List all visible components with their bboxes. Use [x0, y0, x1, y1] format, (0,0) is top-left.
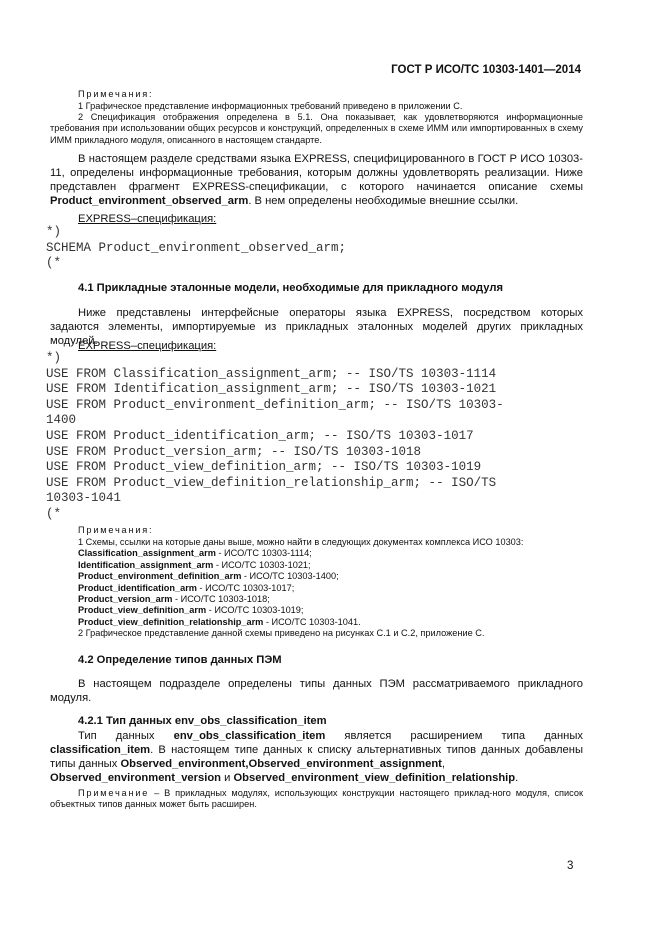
note-1: 1 Графическое представление информационных требований приведено в приложении С. — [78, 101, 463, 111]
reference-line: Product_environment_definition_arm - ИСО/ТС 10303-1400; — [78, 571, 339, 582]
code-line: USE FROM Product_view_definition_arm; -- ISO/TS 10303-1019 — [46, 460, 482, 475]
code-line: SCHEMA Product_environment_observed_arm; — [46, 240, 347, 255]
reference-line: Identification_assignment_arm - ИСО/ТС 10303-1021; — [78, 559, 311, 570]
code-line: USE FROM Product_version_arm; -- ISO/TS 10303-1018 — [46, 444, 422, 459]
document-header: ГОСТ Р ИСО/ТС 10303-1401—2014 — [391, 64, 581, 76]
reference-line: Product_view_definition_arm - ИСО/ТС 10303-1019; — [78, 605, 304, 616]
intro-paragraph: В настоящем разделе средствами языка EXPRESS, специфицированного в ГОСТ Р ИСО 10303-11, определены информационные требования, которым должны удовлетворять реализации. Ниже представлен фрагмент EXPRESS-спецификации, с которого начинается описание схемы Product_environment_observed_arm. В нем определены необходимые внешние ссылки. — [50, 153, 583, 207]
express-label: EXPRESS–спецификация: — [78, 213, 217, 225]
code-line: (* — [46, 256, 62, 271]
code-line: USE FROM Product_identification_arm; -- ISO/TS 10303-1017 — [46, 428, 474, 443]
code-line: USE FROM Product_environment_definition_arm; -- ISO/TS 10303- — [46, 397, 504, 412]
schema-name: Product_environment_observed_arm — [50, 195, 249, 207]
code-line: USE FROM Identification_assignment_arm; -- ISO/TS 10303-1021 — [46, 382, 497, 397]
section-heading-4-1: 4.1 Прикладные эталонные модели, необходимые для прикладного модуля — [78, 282, 503, 294]
note-2: 2 Спецификация отображения определена в 5.1. Она показывает, как удовлетворяются информационные требования при использовании общих ресурсов и конструкций, определенных в схеме ИММ или импортированных в схему ИММ прикладного модуля, описанного в настоящем стандарте. — [50, 112, 583, 145]
section-heading-4-2: 4.2 Определение типов данных ПЭМ — [78, 654, 282, 666]
page-number: 3 — [567, 860, 574, 872]
note-2: 2 Графическое представление данной схемы приведено на рисунках С.1 и С.2, приложение С. — [78, 628, 485, 639]
express-code-block — [46, 225, 346, 272]
reference-line: Product_identification_arm - ИСО/ТС 10303-1017; — [78, 582, 295, 593]
note-paragraph: Примечание – В прикладных модулях, использующих конструкции настоящего приклад-ного модуля, список объектных типов данных может быть расширен. — [50, 788, 583, 810]
code-line: 10303-1041 — [46, 491, 122, 506]
reference-line: Product_version_arm - ИСО/ТС 10303-1018; — [78, 594, 270, 605]
code-line: (* — [46, 506, 62, 521]
notes-title: Примечания: — [78, 89, 154, 99]
code-line: 1400 — [46, 413, 77, 428]
code-line: *) — [46, 225, 62, 239]
section-heading-4-2-1: 4.2.1 Тип данных env_obs_classification_item — [78, 715, 327, 727]
notes-list — [78, 537, 583, 640]
code-line: USE FROM Product_view_definition_relationship_arm; -- ISO/TS — [46, 475, 497, 490]
express-label: EXPRESS–спецификация: — [78, 340, 217, 352]
express-code-block — [46, 351, 504, 523]
code-line: USE FROM Classification_assignment_arm; -- ISO/TS 10303-1114 — [46, 366, 497, 381]
note-1: 1 Схемы, ссылки на которые даны выше, можно найти в следующих документах комплекса ИСО 10303: — [78, 537, 524, 547]
section-4-2-text: В настоящем подразделе определены типы данных ПЭМ рассматриваемого прикладного модуля. — [50, 678, 583, 704]
section-4-2-1-text: Тип данных env_obs_classification_item является расширением типа данных classification_item. В настоящем типе данных к списку альтернативных типов данных добавлены типы данных Observed_environment,Observed_environment_assignment, Observed_environment_version и Observed_environment_view_definition_relationship. — [50, 730, 583, 784]
reference-line: Classification_assignment_arm - ИСО/ТС 10303-1114; — [78, 548, 312, 559]
reference-line: Product_view_definition_relationship_arm - ИСО/ТС 10303-1041. — [78, 616, 361, 627]
section-4-1-text: Ниже представлены интерфейсные операторы языка EXPRESS, посредством которых задаются элементы, импортируемые из прикладных эталонных моделей других прикладных модулей. — [50, 307, 583, 347]
notes-title: Примечания: — [78, 525, 154, 535]
code-line: *) — [46, 351, 62, 365]
